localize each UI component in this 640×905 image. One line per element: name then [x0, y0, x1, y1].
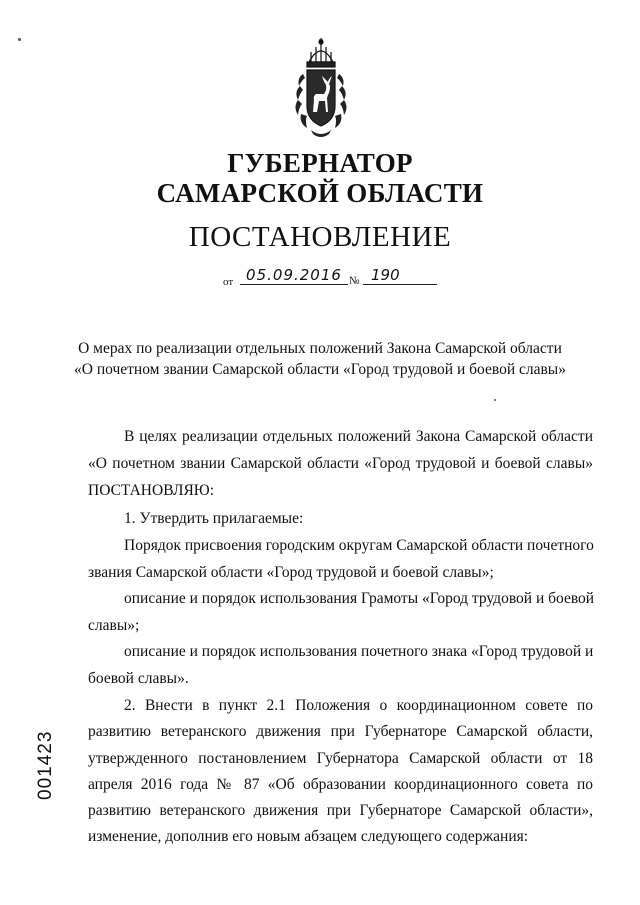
body-line: развитию ветеранского движения при Губернаторе Самарской области,	[88, 723, 593, 740]
body-line: 1. Утвердить прилагаемые:	[124, 510, 304, 527]
coat-of-arms-icon	[289, 38, 353, 140]
date-number-line	[0, 266, 640, 290]
scan-speck	[18, 38, 21, 41]
body-line: звания Самарской области «Город трудовой и боевой славы»;	[88, 564, 494, 581]
body-line: В целях реализации отдельных положений Закона Самарской области	[124, 428, 593, 445]
body-line: описание и порядок использования Грамоты «Город трудовой и боевой	[124, 590, 595, 607]
body-line: апреля 2016 года № 87 «Об образовании координационного совета по	[88, 776, 593, 793]
subject-line-2: «О почетном звании Самарской области «Город трудовой и боевой славы»	[74, 361, 566, 378]
body-line: утвержденного постановлением Губернатора Самарской области от 18	[88, 750, 593, 767]
authority-title-line2: САМАРСКОЙ ОБЛАСТИ	[156, 178, 484, 208]
date-prefix-label: от	[223, 276, 234, 288]
body-line: изменение, дополнив его новым абзацем следующего содержания:	[88, 828, 529, 845]
document-number: 190	[363, 266, 437, 285]
body-line: славы»;	[88, 617, 140, 634]
subject-line-1: О мерах по реализации отдельных положений Закона Самарской области	[78, 340, 562, 357]
scan-speck	[494, 399, 496, 401]
body-line: ПОСТАНОВЛЯЮ:	[88, 482, 215, 499]
number-prefix-label: №	[349, 275, 360, 287]
margin-serial-number: 001423	[35, 730, 56, 800]
body-line: описание и порядок использования почетного знака «Город трудовой и	[124, 643, 594, 660]
document-date: 05.09.2016	[240, 266, 348, 285]
body-line: 2. Внести в пункт 2.1 Положения о координационном совете по	[124, 697, 593, 714]
body-line: боевой славы».	[88, 670, 189, 687]
document-type-heading: ПОСТАНОВЛЕНИЕ	[188, 221, 452, 253]
authority-title-line1: ГУБЕРНАТОР	[227, 148, 413, 178]
body-line: Порядок присвоения городским округам Самарской области почетного	[124, 537, 594, 554]
body-line: «О почетном звании Самарской области «Город трудовой и боевой славы»	[88, 455, 593, 472]
body-line: развитию ветеранского движения при Губернаторе Самарской области»,	[88, 802, 593, 819]
